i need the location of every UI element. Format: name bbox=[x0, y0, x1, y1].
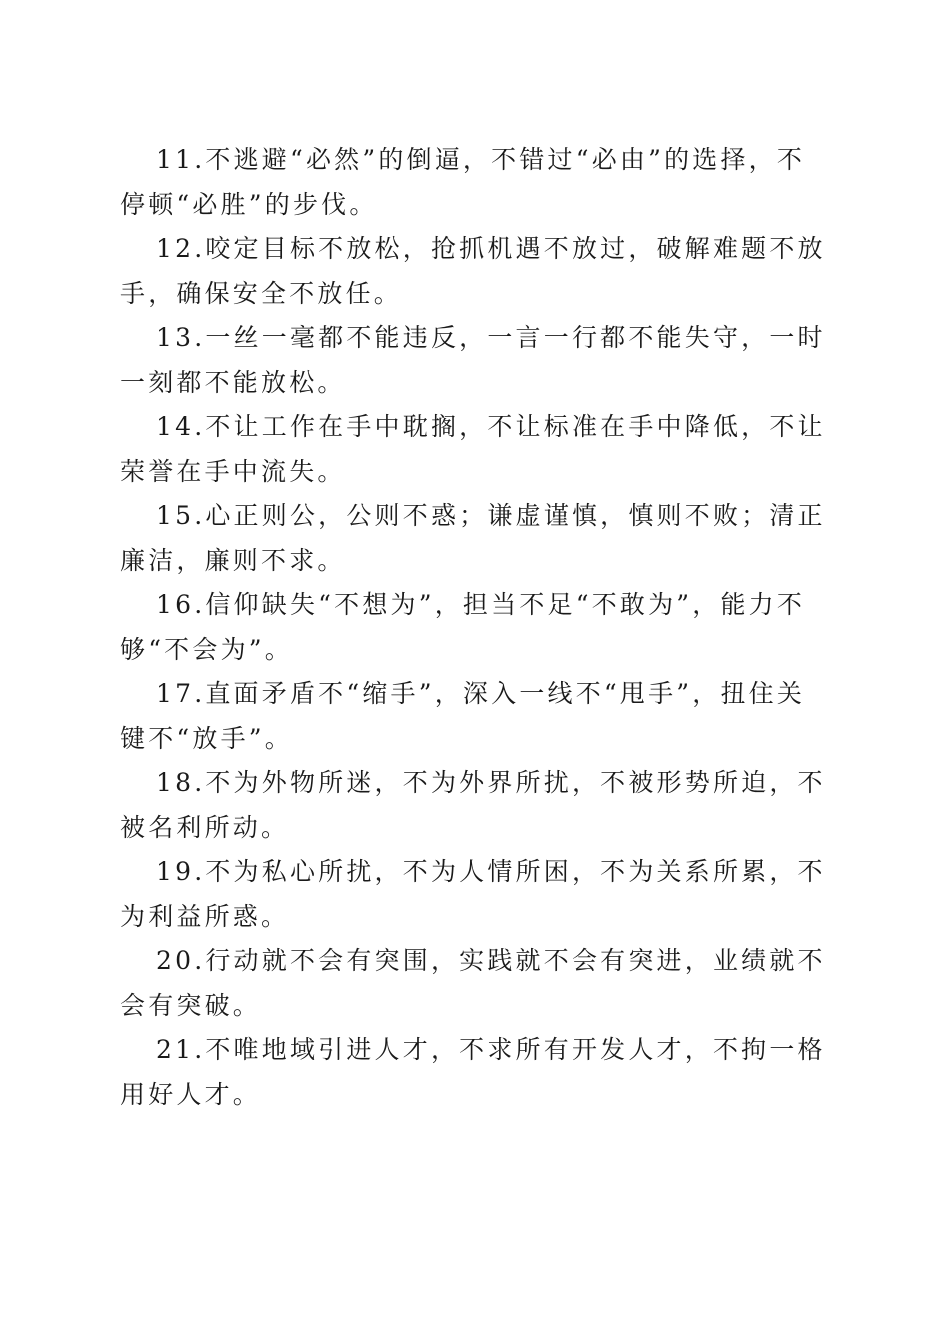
paragraph-18: 18.不为外物所迷，不为外界所扰，不被形势所迫，不被名利所动。 bbox=[120, 768, 826, 842]
paragraph-15: 15.心正则公，公则不惑；谦虚谨慎，慎则不败；清正廉洁，廉则不求。 bbox=[120, 501, 826, 575]
paragraph-16: 16.信仰缺失“不想为”，担当不足“不敢为”，能力不够“不会为”。 bbox=[120, 590, 806, 664]
paragraph-12: 12.咬定目标不放松，抢抓机遇不放过，破解难题不放手，确保安全不放任。 bbox=[120, 234, 826, 308]
document-body bbox=[120, 138, 830, 1117]
paragraph-14: 14.不让工作在手中耽搁，不让标准在手中降低，不让荣誉在手中流失。 bbox=[120, 412, 826, 486]
paragraph-21: 21.不唯地域引进人才，不求所有开发人才，不拘一格用好人才。 bbox=[120, 1035, 826, 1109]
paragraph-11: 11.不逃避“必然”的倒逼，不错过“必由”的选择，不停顿“必胜”的步伐。 bbox=[120, 145, 806, 219]
paragraph-13: 13.一丝一毫都不能违反，一言一行都不能失守，一时一刻都不能放松。 bbox=[120, 323, 826, 397]
paragraph-19: 19.不为私心所扰，不为人情所困，不为关系所累，不为利益所惑。 bbox=[120, 857, 826, 931]
paragraph-20: 20.行动就不会有突围，实践就不会有突进，业绩就不会有突破。 bbox=[120, 946, 826, 1020]
paragraph-17: 17.直面矛盾不“缩手”，深入一线不“甩手”，扭住关键不“放手”。 bbox=[120, 679, 806, 753]
